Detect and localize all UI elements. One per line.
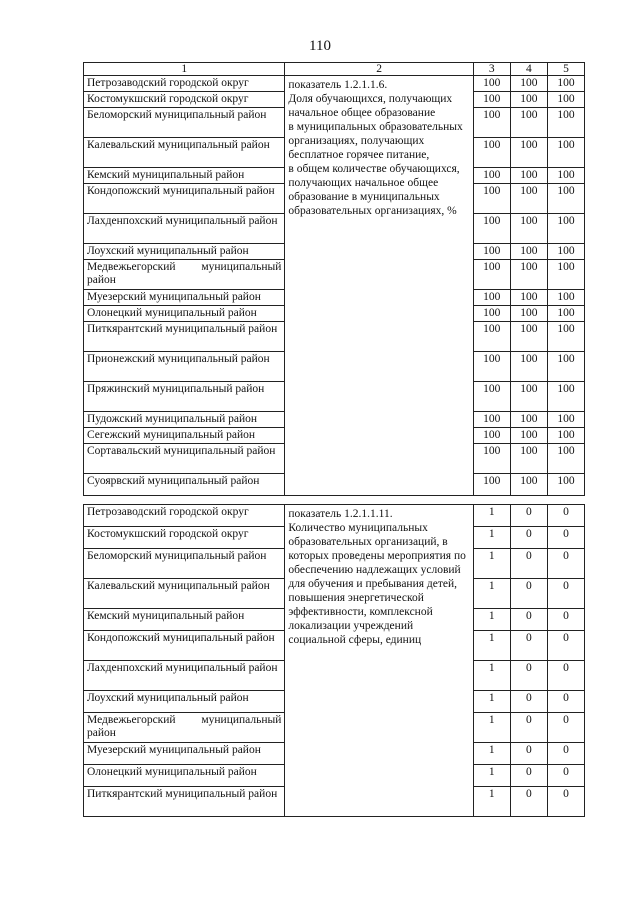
value-col3: 100 <box>473 168 510 184</box>
value-col4: 0 <box>510 743 547 765</box>
value-col5: 0 <box>547 579 584 609</box>
value-col4: 100 <box>510 92 547 108</box>
table-row <box>84 76 585 92</box>
value-col4: 0 <box>510 713 547 743</box>
district-cell: Костомукшский городской округ <box>84 527 285 549</box>
value-col5: 0 <box>547 713 584 743</box>
value-col3: 100 <box>473 382 510 412</box>
value-col5: 100 <box>547 412 584 428</box>
value-col4: 0 <box>510 609 547 631</box>
district-cell: Кемский муниципальный район <box>84 609 285 631</box>
column-header: 2 <box>285 63 473 76</box>
district-cell: Калевальский муниципальный район <box>84 579 285 609</box>
value-col3: 1 <box>473 765 510 787</box>
value-col4: 100 <box>510 138 547 168</box>
column-header: 1 <box>84 63 285 76</box>
value-col5: 0 <box>547 787 584 817</box>
indicator-cell <box>285 505 473 817</box>
value-col3: 1 <box>473 661 510 691</box>
value-col3: 100 <box>473 474 510 496</box>
value-col5: 100 <box>547 244 584 260</box>
value-col3: 1 <box>473 527 510 549</box>
district-cell: Лахденпохский муниципальный район <box>84 214 285 244</box>
value-col5: 0 <box>547 743 584 765</box>
district-cell: Калевальский муниципальный район <box>84 138 285 168</box>
district-cell: Кондопожский муниципальный район <box>84 631 285 661</box>
district-cell: Пряжинский муниципальный район <box>84 382 285 412</box>
district-cell: Муезерский муниципальный район <box>84 290 285 306</box>
value-col3: 1 <box>473 691 510 713</box>
district-cell: Медвежьегорский муниципальный район <box>84 260 285 290</box>
district-cell: Питкярантский муниципальный район <box>84 322 285 352</box>
district-cell: Пудожский муниципальный район <box>84 412 285 428</box>
district-cell: Олонецкий муниципальный район <box>84 765 285 787</box>
district-cell: Суоярвский муниципальный район <box>84 474 285 496</box>
value-col4: 100 <box>510 184 547 214</box>
value-col5: 100 <box>547 444 584 474</box>
district-cell: Кондопожский муниципальный район <box>84 184 285 214</box>
value-col3: 100 <box>473 306 510 322</box>
district-cell: Муезерский муниципальный район <box>84 743 285 765</box>
value-col3: 100 <box>473 214 510 244</box>
district-cell: Кемский муниципальный район <box>84 168 285 184</box>
value-col3: 1 <box>473 713 510 743</box>
value-col4: 100 <box>510 260 547 290</box>
value-col3: 100 <box>473 290 510 306</box>
header-row <box>84 63 585 76</box>
district-cell: Лоухский муниципальный район <box>84 244 285 260</box>
value-col3: 1 <box>473 549 510 579</box>
value-col4: 100 <box>510 168 547 184</box>
indicator-text: показатель 1.2.1.1.6. Доля обучающихся, получающих начальное общее образование в муниципальных образовательных организациях, получающих бесплатное горячее питание, в общем количестве обучающихся, получающих начальное общее образование в муниципальных образовательных организациях, % <box>288 79 463 217</box>
value-col3: 100 <box>473 428 510 444</box>
value-col3: 100 <box>473 92 510 108</box>
value-col5: 0 <box>547 505 584 527</box>
value-col4: 0 <box>510 765 547 787</box>
value-col4: 0 <box>510 661 547 691</box>
value-col3: 100 <box>473 322 510 352</box>
value-col5: 100 <box>547 108 584 138</box>
value-col5: 100 <box>547 290 584 306</box>
value-col5: 0 <box>547 609 584 631</box>
district-cell: Прионежский муниципальный район <box>84 352 285 382</box>
column-header: 5 <box>547 63 584 76</box>
district-cell: Петрозаводский городской округ <box>84 505 285 527</box>
value-col4: 0 <box>510 631 547 661</box>
value-col4: 100 <box>510 306 547 322</box>
value-col5: 100 <box>547 138 584 168</box>
value-col5: 0 <box>547 631 584 661</box>
value-col4: 0 <box>510 579 547 609</box>
value-col3: 100 <box>473 138 510 168</box>
value-col4: 100 <box>510 290 547 306</box>
value-col3: 1 <box>473 631 510 661</box>
district-cell: Петрозаводский городской округ <box>84 76 285 92</box>
district-cell: Сортавальский муниципальный район <box>84 444 285 474</box>
value-col4: 100 <box>510 382 547 412</box>
value-col5: 100 <box>547 168 584 184</box>
value-col3: 1 <box>473 787 510 817</box>
column-header: 3 <box>473 63 510 76</box>
value-col4: 100 <box>510 474 547 496</box>
value-col5: 100 <box>547 306 584 322</box>
district-cell: Лахденпохский муниципальный район <box>84 661 285 691</box>
district-cell: Костомукшский городской округ <box>84 92 285 108</box>
district-cell: Олонецкий муниципальный район <box>84 306 285 322</box>
value-col5: 100 <box>547 474 584 496</box>
value-col3: 1 <box>473 743 510 765</box>
district-cell: Сегежский муниципальный район <box>84 428 285 444</box>
value-col3: 1 <box>473 609 510 631</box>
district-cell: Медвежьегорский муниципальный район <box>84 713 285 743</box>
district-cell: Питкярантский муниципальный район <box>84 787 285 817</box>
value-col4: 100 <box>510 352 547 382</box>
indicator-table <box>83 62 585 817</box>
value-col4: 100 <box>510 244 547 260</box>
column-header: 4 <box>510 63 547 76</box>
value-col5: 100 <box>547 214 584 244</box>
value-col4: 100 <box>510 444 547 474</box>
value-col4: 100 <box>510 412 547 428</box>
value-col3: 100 <box>473 76 510 92</box>
page-number: 110 <box>309 38 331 54</box>
value-col5: 100 <box>547 352 584 382</box>
value-col4: 100 <box>510 322 547 352</box>
value-col4: 0 <box>510 787 547 817</box>
value-col4: 0 <box>510 527 547 549</box>
district-cell: Беломорский муниципальный район <box>84 549 285 579</box>
indicator-text: показатель 1.2.1.1.11. Количество муниципальных образовательных организаций, в которых проведены мероприятия по обеспечению надлежащих условий для обучения и пребывания детей, повышения энергетической эффективности, комплексной локализации учреждений социальной сферы, единиц <box>288 508 466 646</box>
value-col3: 100 <box>473 260 510 290</box>
value-col3: 100 <box>473 184 510 214</box>
value-col3: 100 <box>473 352 510 382</box>
value-col4: 0 <box>510 691 547 713</box>
table-body <box>84 76 585 817</box>
value-col5: 0 <box>547 691 584 713</box>
indicator-cell <box>285 76 473 496</box>
value-col4: 100 <box>510 76 547 92</box>
value-col4: 100 <box>510 214 547 244</box>
value-col3: 1 <box>473 579 510 609</box>
district-cell: Лоухский муниципальный район <box>84 691 285 713</box>
value-col5: 0 <box>547 765 584 787</box>
value-col5: 100 <box>547 322 584 352</box>
value-col5: 100 <box>547 382 584 412</box>
value-col5: 100 <box>547 184 584 214</box>
value-col3: 100 <box>473 244 510 260</box>
value-col5: 100 <box>547 260 584 290</box>
value-col4: 100 <box>510 108 547 138</box>
value-col3: 100 <box>473 412 510 428</box>
value-col3: 100 <box>473 108 510 138</box>
table-row <box>84 505 585 527</box>
value-col5: 0 <box>547 527 584 549</box>
group-separator <box>84 496 585 505</box>
value-col4: 0 <box>510 549 547 579</box>
district-cell: Беломорский муниципальный район <box>84 108 285 138</box>
value-col3: 1 <box>473 505 510 527</box>
value-col5: 100 <box>547 76 584 92</box>
value-col4: 100 <box>510 428 547 444</box>
value-col3: 100 <box>473 444 510 474</box>
value-col4: 0 <box>510 505 547 527</box>
value-col5: 0 <box>547 549 584 579</box>
value-col5: 100 <box>547 428 584 444</box>
value-col5: 0 <box>547 661 584 691</box>
value-col5: 100 <box>547 92 584 108</box>
